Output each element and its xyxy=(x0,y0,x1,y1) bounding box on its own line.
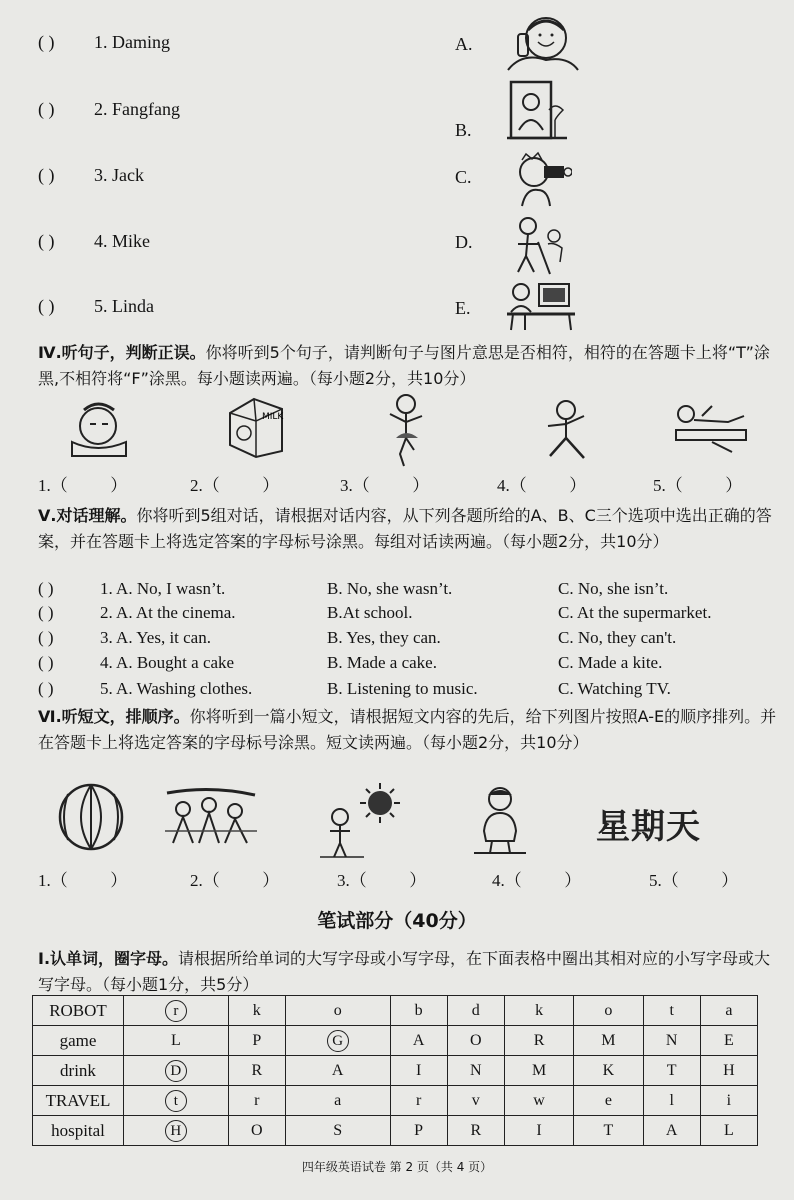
grid-letter: o xyxy=(604,1001,613,1019)
grid-letter: o xyxy=(333,1001,342,1019)
grid-letter: b xyxy=(414,1001,423,1019)
grid-letter-cell[interactable] xyxy=(124,1056,229,1086)
grid-letter: T xyxy=(666,1061,677,1079)
option-c: C. No, she isn’t. xyxy=(558,579,669,598)
grid-letter: L xyxy=(170,1031,181,1049)
sleeping-girl-picture xyxy=(68,398,130,458)
grid-letter-cell[interactable] xyxy=(574,1086,643,1116)
grid-letter: L xyxy=(723,1121,734,1139)
grid-letter-cell[interactable] xyxy=(228,1056,285,1086)
letter-grid-table xyxy=(32,995,758,1146)
grid-letter-cell[interactable] xyxy=(390,1116,447,1146)
match-row-1: ( ) 1. Daming xyxy=(38,32,170,52)
grid-letter: R xyxy=(533,1031,545,1049)
grid-word: TRAVEL xyxy=(33,1086,124,1116)
written-section1-title: Ⅰ.认单词，圈字母。 xyxy=(38,949,179,968)
grid-word: drink xyxy=(33,1056,124,1086)
written-section1-instruction: 请根据所给单词的大写字母或小写字母，在下面表格中圈出其相对应的小写字母或大写字母。（每小题1分，共5分） xyxy=(38,949,771,994)
grid-letter-cell[interactable] xyxy=(574,996,643,1026)
circled-letter: t xyxy=(165,1090,187,1112)
grid-letter-cell[interactable] xyxy=(700,1116,757,1146)
grid-letter-cell[interactable] xyxy=(124,1086,229,1116)
grid-letter: A xyxy=(665,1121,678,1139)
match-row-4: ( ) 4. Mike xyxy=(38,231,150,251)
dancing-girl-picture xyxy=(382,392,432,470)
grid-letter-cell[interactable] xyxy=(574,1056,643,1086)
option-b: B.At school. xyxy=(327,603,413,622)
section4-blank-4: 4.（ ） xyxy=(497,476,587,495)
grid-letter-cell[interactable] xyxy=(228,1086,285,1116)
option-c: C. Made a kite. xyxy=(558,653,663,672)
phone-call-picture xyxy=(502,8,582,72)
grid-letter-cell[interactable] xyxy=(285,1026,390,1056)
grid-letter: t xyxy=(669,1001,674,1019)
grid-row xyxy=(33,1116,758,1146)
grid-row xyxy=(33,1056,758,1086)
section6-blank-2: 2.（ ） xyxy=(190,871,280,890)
grid-letter: v xyxy=(471,1091,480,1109)
grid-letter: r xyxy=(415,1091,422,1109)
option-letter-b: B. xyxy=(455,120,472,140)
grid-letter: I xyxy=(536,1121,542,1139)
option-c: C. At the supermarket. xyxy=(558,603,712,622)
option-b: B. Yes, they can. xyxy=(327,628,441,647)
option-letter-d: D. xyxy=(455,232,473,252)
grid-letter-cell[interactable] xyxy=(700,996,757,1026)
grid-letter: r xyxy=(254,1091,260,1109)
option-letter-c: C. xyxy=(455,167,472,187)
section6-instruction: 你将听到一篇小短文，请根据短文内容的先后，给下列图片按照A-E的顺序排列。并在答题卡上将选定答案的字母标号涂黑。短文读两遍。（每小题2分，共10分） xyxy=(38,707,777,752)
grid-letter-cell[interactable] xyxy=(447,1116,504,1146)
grid-letter-cell[interactable] xyxy=(447,1056,504,1086)
grid-letter-cell[interactable] xyxy=(390,1056,447,1086)
section4-blank-3: 3.（ ） xyxy=(340,476,430,495)
section6-blank-5: 5.（ ） xyxy=(649,871,739,890)
option-a: 4. A. Bought a cake xyxy=(100,653,235,672)
grid-letter-cell[interactable] xyxy=(447,1086,504,1116)
grid-letter-cell[interactable] xyxy=(504,996,573,1026)
grid-word: game xyxy=(33,1026,124,1056)
grid-letter: P xyxy=(414,1121,424,1139)
circled-letter: r xyxy=(165,1000,187,1022)
grid-letter: M xyxy=(601,1031,616,1049)
match-label: 3. Jack xyxy=(94,165,144,185)
grid-letter-cell[interactable] xyxy=(390,1026,447,1056)
grid-letter: N xyxy=(665,1031,678,1049)
computer-desk-picture xyxy=(505,278,577,332)
grid-letter: l xyxy=(669,1091,674,1109)
match-label: 1. Daming xyxy=(94,32,170,52)
grid-letter-cell[interactable] xyxy=(124,1116,229,1146)
section4-blank-5: 5.（ ） xyxy=(653,476,743,495)
grid-letter-cell[interactable] xyxy=(504,1026,573,1056)
match-label: 5. Linda xyxy=(94,296,154,316)
grid-letter-cell[interactable] xyxy=(504,1116,573,1146)
grid-letter-cell[interactable] xyxy=(228,1116,285,1146)
grid-letter: A xyxy=(331,1061,344,1079)
grid-letter-cell[interactable] xyxy=(700,1086,757,1116)
grid-letter: R xyxy=(251,1061,263,1079)
section5-instruction: 你将听到5组对话，请根据对话内容，从下列各题所给的A、B、C三个选项中选出正确的答案，并在答题卡上将选定答案的字母标号涂黑。每组对话读两遍。（每小题2分，共10分） xyxy=(38,506,772,551)
grid-letter-cell[interactable] xyxy=(447,996,504,1026)
milk-label: MILK xyxy=(262,412,284,422)
grid-letter-cell[interactable] xyxy=(390,996,447,1026)
milk-carton-picture xyxy=(220,393,290,459)
grid-word: ROBOT xyxy=(33,996,124,1026)
grid-letter: S xyxy=(333,1121,343,1139)
grid-letter-cell[interactable] xyxy=(285,1086,390,1116)
option-b: B. Made a cake. xyxy=(327,653,437,672)
grid-letter: E xyxy=(723,1031,734,1049)
lying-boy-picture xyxy=(672,398,750,454)
grid-letter: T xyxy=(603,1121,614,1139)
grid-letter-cell[interactable] xyxy=(390,1086,447,1116)
written-part-title: 笔试部分（40分） xyxy=(317,910,477,932)
grid-letter-cell[interactable] xyxy=(124,1026,229,1056)
grid-letter-cell[interactable] xyxy=(285,1056,390,1086)
grid-letter: a xyxy=(334,1091,342,1109)
grid-letter: M xyxy=(531,1061,547,1079)
grid-letter: O xyxy=(250,1121,263,1139)
option-c: C. Watching TV. xyxy=(558,679,671,698)
option-letter-a: A. xyxy=(455,34,473,54)
match-row-3: ( ) 3. Jack xyxy=(38,165,144,185)
grid-letter-cell[interactable] xyxy=(447,1026,504,1056)
page-footer: 四年级英语试卷 第 2 页（共 4 页） xyxy=(301,1160,493,1174)
grid-letter: k xyxy=(252,1001,261,1019)
grid-letter-cell[interactable] xyxy=(285,1116,390,1146)
section5-heading xyxy=(38,503,778,555)
grid-letter: d xyxy=(471,1001,480,1019)
option-a: 2. A. At the cinema. xyxy=(100,603,236,622)
kungfu-boy-picture xyxy=(538,398,594,462)
option-c: C. No, they can't. xyxy=(558,628,677,647)
grid-letter: P xyxy=(252,1031,262,1049)
family-picnic-picture xyxy=(163,785,259,847)
section5-title: Ⅴ.对话理解。 xyxy=(38,506,137,525)
grid-row xyxy=(33,996,758,1026)
section4-blank-2: 2.（ ） xyxy=(190,476,280,495)
boy-under-sun-picture xyxy=(318,781,404,859)
section6-blank-1: 1.（ ） xyxy=(38,871,128,890)
grid-letter-cell[interactable] xyxy=(700,1056,757,1086)
grid-letter-cell[interactable] xyxy=(574,1026,643,1056)
section4-instruction: 你将听到5个句子，请判断句子与图片意思是否相符，相符的在答题卡上将“T”涂黑,不相符将“F”涂黑。每小题读两遍。（每小题2分，共10分） xyxy=(38,343,770,388)
grid-letter-cell[interactable] xyxy=(700,1026,757,1056)
grid-letter: H xyxy=(723,1061,735,1079)
match-label: 4. Mike xyxy=(94,231,150,251)
grid-row xyxy=(33,1026,758,1056)
grid-letter-cell[interactable] xyxy=(228,996,285,1026)
grid-letter-cell[interactable] xyxy=(124,996,229,1026)
watermelon-picture xyxy=(56,782,126,852)
grid-letter: w xyxy=(533,1091,545,1109)
option-a: 3. A. Yes, it can. xyxy=(100,628,211,647)
circled-letter: G xyxy=(327,1030,349,1052)
grid-letter-cell[interactable] xyxy=(643,1056,700,1086)
grid-letter-cell[interactable] xyxy=(643,1086,700,1116)
option-a: 5. A. Washing clothes. xyxy=(100,679,253,698)
sunday-picture-text: 星期天 xyxy=(596,807,701,847)
option-letter-e: E. xyxy=(455,298,471,318)
circled-letter: H xyxy=(165,1120,187,1142)
section6-title: Ⅵ.听短文，排顺序。 xyxy=(38,707,190,726)
grid-letter-cell[interactable] xyxy=(643,996,700,1026)
circled-letter: D xyxy=(165,1060,187,1082)
grid-letter: I xyxy=(415,1061,422,1079)
grid-letter: K xyxy=(602,1061,615,1079)
grid-letter-cell[interactable] xyxy=(228,1026,285,1056)
grid-letter-cell[interactable] xyxy=(643,1116,700,1146)
cleaning-picture xyxy=(508,214,570,276)
grid-row xyxy=(33,1086,758,1116)
grid-letter: a xyxy=(725,1001,733,1019)
section6-heading xyxy=(38,704,778,756)
written-section1-heading xyxy=(38,946,778,998)
section4-heading xyxy=(38,340,778,392)
option-b: B. Listening to music. xyxy=(327,679,478,698)
camera-boy-picture xyxy=(510,150,572,208)
option-b: B. No, she wasn’t. xyxy=(327,579,453,598)
grid-letter: R xyxy=(470,1121,482,1139)
grid-word: hospital xyxy=(33,1116,124,1146)
grid-letter-cell[interactable] xyxy=(504,1056,573,1086)
match-label: 2. Fangfang xyxy=(94,99,180,119)
grid-letter-cell[interactable] xyxy=(574,1116,643,1146)
section6-blank-3: 3.（ ） xyxy=(337,871,427,890)
section4-blank-1: 1.（ ） xyxy=(38,476,128,495)
boy-standing-picture xyxy=(470,785,530,855)
grid-letter-cell[interactable] xyxy=(643,1026,700,1056)
grid-letter: k xyxy=(535,1001,544,1019)
exam-page: ( ) 1. Daming ( ) 2. Fangfang ( ) 3. Jack ( ) 4. Mike ( ) 5. Linda A. B. C. D. E. Ⅳ.听句子，判断正误。你将听到5个句子，请判断句子与图片意思是否相符，相符的在答题卡上将“T”涂黑,不相符将“F”涂黑。每小题读两遍。（每小题2分，共10分） MILK 1.（ ） 2.（ ） 3.（ ） 4.（ ） 5.（ ） Ⅴ.对话理解。你将听到5组对话，请根据对话内容，从下列各题所给的A、B、C三个选项中选出正确的答案，并在答题卡上将选定答案的字母标号涂黑。每组对话读两遍。（每小题2分，共10分） ( ) 1. A. No, I wasn’t. B. No, she wasn’t. C. No, she isn’t. ( ) 2. A. At the cinema. B.At school. C. At the supermarket. ( ) 3. A. Yes, it can. B. Yes, they can. C. No, they can't. ( ) 4. A. Bought a cake B. Made a cake. C. Made a kite. ( ) 5. A. Washing clothes. B. Listening to music. C. Watching TV. Ⅵ.听短文，排顺序。你将听到一篇小短文，请根据短文内容的先后，给下列图片按照A-E的顺序排列。并在答题卡上将选定答案的字母标号涂黑。短文读两遍。（每小题2分，共10分） 星期天 1.（ ） 2.（ ） 3.（ ） 4.（ ） 5.（ ） 笔试部分（40分） Ⅰ.认单词，圈字母。请根据所给单词的大写字母或小写字母，在下面表格中圈出其相对应的小写字母或大写字母。（每小题1分，共5分） ROBOT r k o b d k o t a game L P G A O R M N E drink D R A I N M K T H TRAVEL t r a r v w e l i hospital H O S P R I T A L 四年级英语试卷 第 2 页（共 4 页） xyxy=(0,0,794,1200)
grid-letter: O xyxy=(470,1031,482,1049)
grid-letter: i xyxy=(726,1091,732,1109)
match-row-2: ( ) 2. Fangfang xyxy=(38,99,180,119)
grid-letter-cell[interactable] xyxy=(285,996,390,1026)
grid-letter-cell[interactable] xyxy=(504,1086,573,1116)
window-girl-picture xyxy=(505,80,571,142)
option-a: 1. A. No, I wasn’t. xyxy=(100,579,226,598)
section6-blank-4: 4.（ ） xyxy=(492,871,582,890)
grid-letter: N xyxy=(470,1061,482,1079)
grid-letter: e xyxy=(604,1091,612,1109)
grid-letter: A xyxy=(412,1031,425,1049)
section4-title: Ⅳ.听句子，判断正误。 xyxy=(38,343,206,362)
match-row-5: ( ) 5. Linda xyxy=(38,296,154,316)
